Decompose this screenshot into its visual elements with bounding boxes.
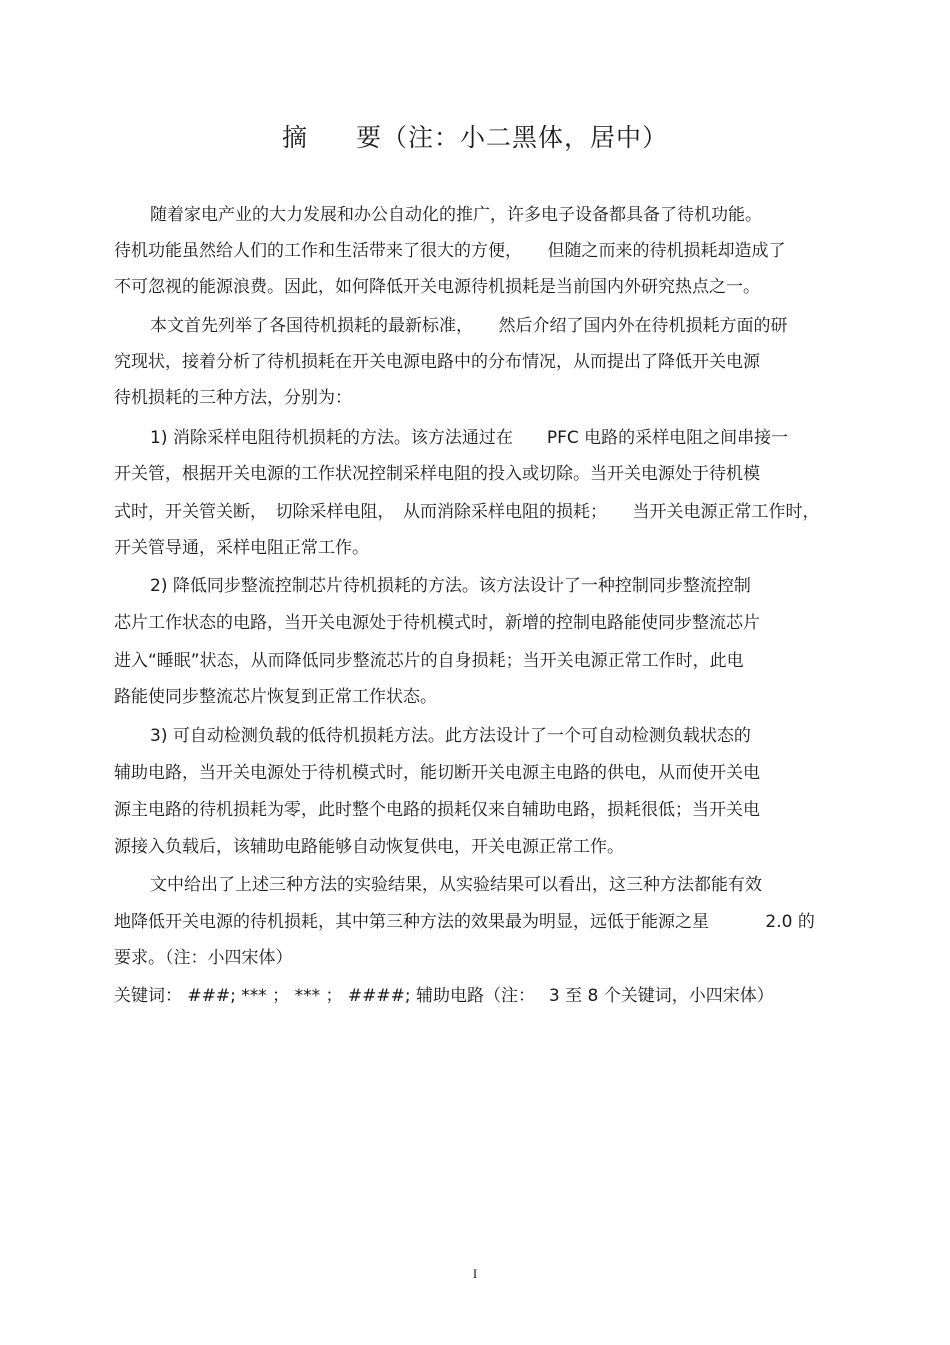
abstract-title: [0, 120, 950, 156]
method-2-line: 进入“睡眠”状态，从而降低同步整流芯片的自身损耗；当开关电源正常工作时，此电: [114, 651, 744, 671]
abstract-title-rest: 要（注：小二黑体，居中）: [356, 123, 669, 152]
abstract-line: 究现状，接着分析了待机损耗在开关电源电路中的分布情况，从而提出了降低开关电源: [114, 352, 760, 372]
abstract-line: 随着家电产业的大力发展和办公自动化的推广，许多电子设备都具备了待机功能。: [150, 205, 762, 225]
conclusion-line: 地降低开关电源的待机损耗，其中第三种方法的效果最为明显，远低于能源之星 2.0 的: [114, 912, 815, 932]
method-3-line: 源接入负载后，该辅助电路能够自动恢复供电，开关电源正常工作。: [114, 837, 624, 857]
method-3-line: 源主电路的待机损耗为零，此时整个电路的损耗仅来自辅助电路，损耗很低；当开关电: [114, 800, 760, 820]
abstract-line: 不可忽视的能源浪费。因此，如何降低开关电源待机损耗是当前国内外研究热点之一。: [114, 277, 760, 297]
abstract-title-char-1: 摘: [281, 123, 308, 152]
method-3-line: 辅助电路，当开关电源处于待机模式时，能切断开关电源主电路的供电，从而使开关电: [114, 763, 760, 783]
method-2-line: 芯片工作状态的电路，当开关电源处于待机模式时，新增的控制电路能使同步整流芯片: [114, 613, 760, 633]
method-1-line: 开关管，根据开关电源的工作状况控制采样电阻的投入或切除。当开关电源处于待机模: [114, 464, 760, 484]
method-2-line: 2) 降低同步整流控制芯片待机损耗的方法。该方法设计了一种控制同步整流控制: [150, 576, 751, 596]
method-1-line: 开关管导通，采样电阻正常工作。: [114, 538, 369, 558]
conclusion-line: 文中给出了上述三种方法的实验结果，从实验结果可以看出，这三种方法都能有效: [150, 875, 762, 895]
abstract-line: 待机功能虽然给人们的工作和生活带来了很大的方便， 但随之而来的待机损耗却造成了: [114, 241, 786, 261]
method-1-line: 1) 消除采样电阻待机损耗的方法。该方法通过在 PFC 电路的采样电阻之间串接一: [150, 428, 789, 448]
method-3-line: 3) 可自动检测负载的低待机损耗方法。此方法设计了一个可自动检测负载状态的: [150, 726, 751, 746]
abstract-line: 待机损耗的三种方法，分别为：: [114, 388, 352, 408]
page-number: I: [472, 1266, 478, 1281]
method-2-line: 路能使同步整流芯片恢复到正常工作状态。: [114, 687, 437, 707]
abstract-line: 本文首先列举了各国待机损耗的最新标准， 然后介绍了国内外在待机损耗方面的研: [150, 316, 788, 336]
method-1-line: 式时，开关管关断， 切除采样电阻， 从而消除采样电阻的损耗； 当开关电源正常工作时，: [114, 502, 820, 522]
keywords-line: 关键词： ###; *** ； *** ； ####; 辅助电路（注： 3 至 8 个关键词，小四宋体）: [114, 986, 774, 1006]
conclusion-line: 要求。（注：小四宋体）: [114, 948, 293, 968]
